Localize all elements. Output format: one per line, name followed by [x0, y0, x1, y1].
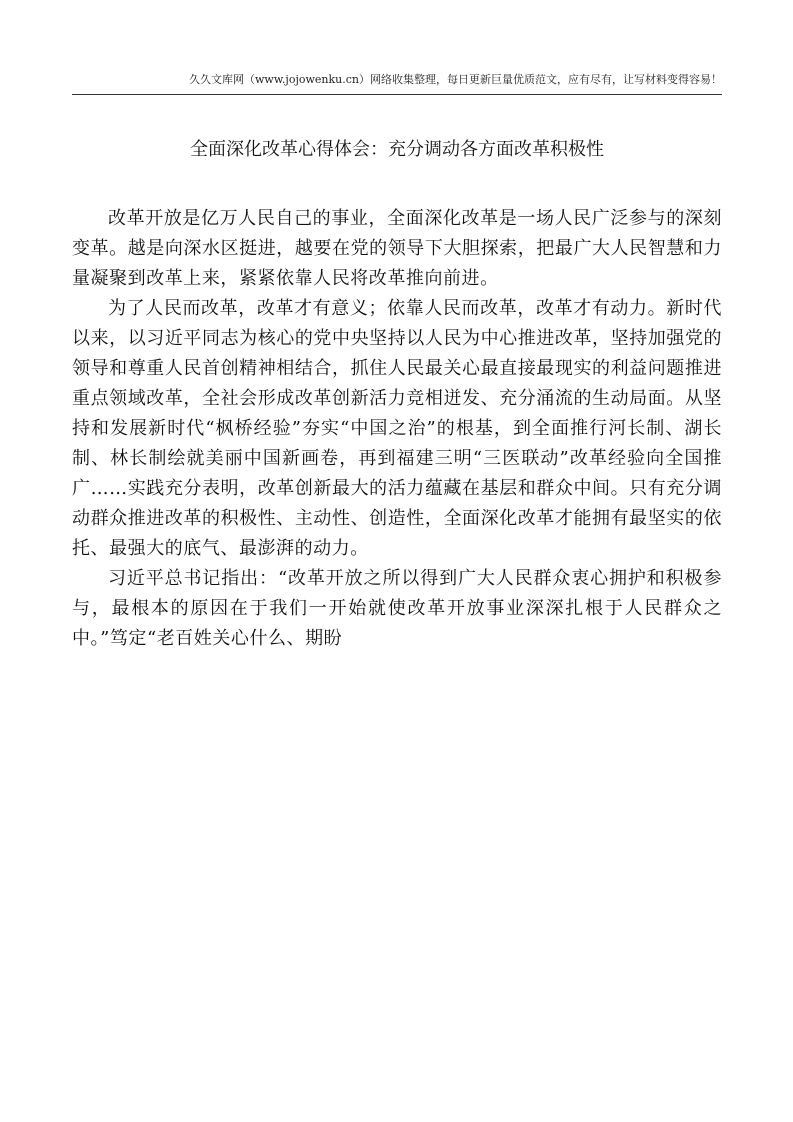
- paragraph: 为了人民而改革，改革才有意义；依靠人民而改革，改革才有动力。新时代以来，以习近平同志为核心的党中央坚持以人民为中心推进改革，坚持加强党的领导和尊重人民首创精神相结合，抓住人民最关心最直接最现实的利益问题推进重点领域改革，全社会形成改革创新活力竞相迸发、充分涌流的生动局面。从坚持和发展新时代“枫桥经验”夯实“中国之治”的根基，到全面推行河长制、湖长制、林长制绘就美丽中国新画卷，再到福建三明“三医联动”改革经验向全国推广……实践充分表明，改革创新最大的活力蕴藏在基层和群众中间。只有充分调动群众推进改革的积极性、主动性、创造性，全面深化改革才能拥有最坚实的依托、最强大的底气、最澎湃的动力。: [72, 298, 722, 559]
- page-header: 久久文库网（www.jojowenku.cn）网络收集整理，每日更新巨量优质范文，应有尽有，让写材料变得容易！: [188, 73, 722, 86]
- paragraph: 改革开放是亿万人民自己的事业，全面深化改革是一场人民广泛参与的深刻变革。越是向深水区挺进，越要在党的领导下大胆探索，把最广大人民智慧和力量凝聚到改革上来，紧紧依靠人民将改革推向前进。: [72, 208, 722, 289]
- paragraph: 习近平总书记指出：“改革开放之所以得到广大人民群众衷心拥护和积极参与，最根本的原因在于我们一开始就使改革开放事业深深扎根于人民群众之中。”笃定“老百姓关心什么、期盼: [72, 568, 722, 649]
- document-body: [72, 204, 722, 654]
- header-divider: [72, 94, 722, 95]
- document-title: 全面深化改革心得体会：充分调动各方面改革积极性: [190, 139, 604, 160]
